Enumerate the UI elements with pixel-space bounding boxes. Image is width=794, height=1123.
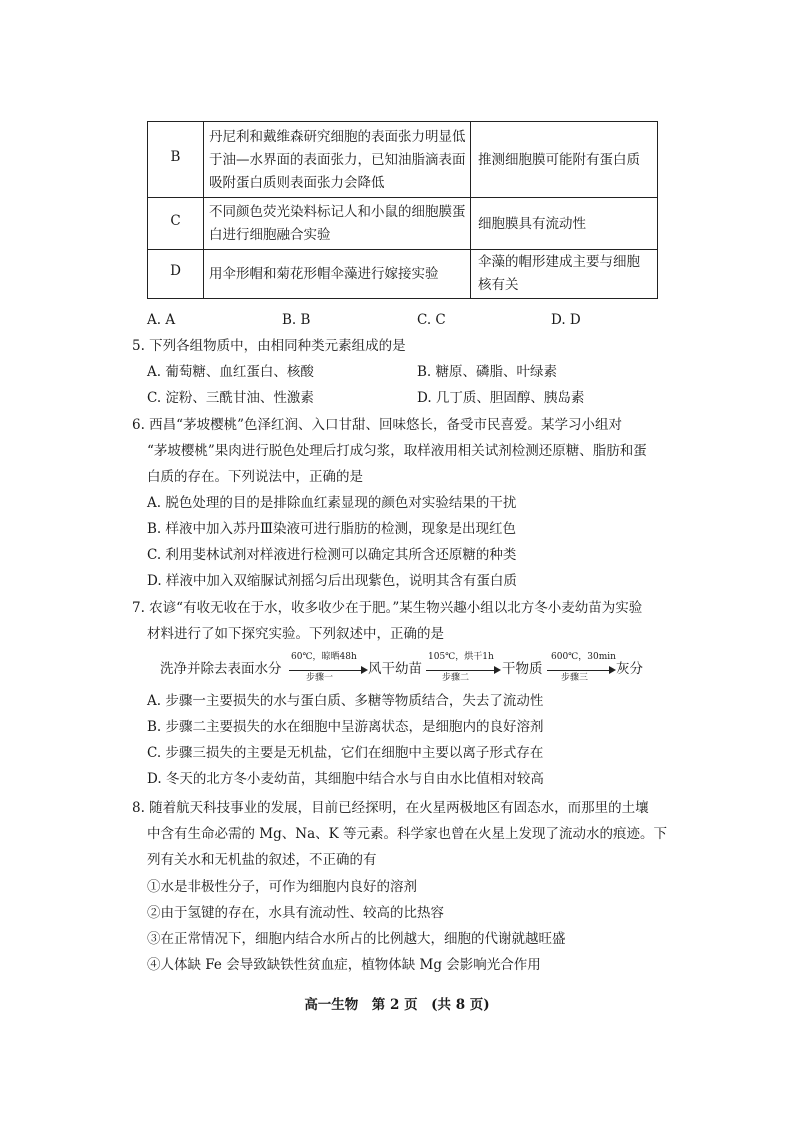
q8-stem: 列有关水和无机盐的叙述，不正确的有 [147, 852, 377, 868]
flow-mid1: 风干幼苗 [368, 661, 422, 677]
q4-option-b: B. B [282, 312, 311, 328]
page-footer: 高一生物 第 2 页 (共 8 页) [304, 997, 490, 1013]
q6-option-b: B. 样液中加入苏丹Ⅲ染液可进行脂肪的检测，现象是出现红色 [147, 521, 517, 537]
q6-option-c: C. 利用斐林试剂对样液进行检测可以确定其所含还原糖的种类 [147, 547, 517, 563]
arrow-right-icon [426, 670, 494, 671]
flow-step2-label: 步骤二 [442, 673, 470, 683]
q7-option-d: D. 冬天的北方冬小麦幼苗，其细胞中结合水与自由水比值相对较高 [147, 771, 544, 787]
q7-stem: 7. 农谚“有收无收在于水，收多收少在于肥。”某生物兴趣小组以北方冬小麦幼苗为实验 [132, 600, 643, 616]
q8-item-1: ①水是非极性分子，可作为细胞内良好的溶剂 [147, 879, 417, 895]
q4-option-c: C. C [417, 312, 446, 328]
q7-option-a: A. 步骤一主要损失的水与蛋白质、多糖等物质结合，失去了流动性 [147, 693, 544, 709]
arrow-right-icon [547, 670, 609, 671]
q8-item-3: ③在正常情况下，细胞内结合水所占的比例越大，细胞的代谢就越旺盛 [147, 931, 566, 947]
table-row [148, 198, 657, 250]
arrow-right-icon [289, 670, 361, 671]
flow-end: 灰分 [616, 661, 643, 677]
q7-option-c: C. 步骤三损失的主要是无机盐，它们在细胞中主要以离子形式存在 [147, 745, 544, 761]
flow-step1-label: 步骤一 [306, 673, 334, 683]
q6-stem: “茅坡樱桃”果肉进行脱色处理后打成匀浆，取样液用相关试剂检测还原糖、脂肪和蛋 [147, 443, 647, 459]
q4-option-a: A. A [147, 312, 176, 328]
table-row [148, 250, 657, 298]
flow-start: 洗净并除去表面水分 [160, 661, 282, 677]
q8-item-2: ②由于氢键的存在，水具有流动性、较高的比热容 [147, 905, 444, 921]
q4-option-d: D. D [551, 312, 581, 328]
experiment-flow [160, 650, 660, 686]
flow-step3-label: 步骤三 [561, 673, 589, 683]
arrow-head-icon [361, 666, 368, 674]
row-left-text: 丹尼利和戴维森研究细胞的表面张力明显低 于油—水界面的表面张力，已知油脂滴表面 吸附蛋白质则表面张力会降低 [209, 129, 466, 191]
flow-mid2: 干物质 [502, 661, 543, 677]
row-letter: B [170, 149, 181, 165]
row-right-text: 推测细胞膜可能附有蛋白质 [478, 152, 640, 168]
q5-option-d: D. 几丁质、胆固醇、胰岛素 [417, 390, 585, 406]
row-right-text: 伞藻的帽形建成主要与细胞 核有关 [478, 254, 640, 293]
flow-step3-condition: 600℃，30min [551, 652, 616, 662]
q5-stem: 5. 下列各组物质中，由相同种类元素组成的是 [132, 338, 406, 354]
q6-stem: 6. 西昌“茅坡樱桃”色泽红润、入口甘甜、回味悠长，备受市民喜爱。某学习小组对 [132, 417, 622, 433]
row-right-text: 细胞膜具有流动性 [478, 216, 586, 232]
q7-option-b: B. 步骤二主要损失的水在细胞中呈游离状态，是细胞内的良好溶剂 [147, 719, 544, 735]
q7-stem: 材料进行了如下探究实验。下列叙述中，正确的是 [147, 626, 444, 642]
flow-step2-condition: 105℃，烘干1h [428, 652, 494, 662]
arrow-head-icon [609, 666, 616, 674]
q5-option-b: B. 糖原、磷脂、叶绿素 [417, 364, 558, 380]
q6-stem: 白质的存在。下列说法中，正确的是 [147, 469, 363, 485]
q5-option-a: A. 葡萄糖、血红蛋白、核酸 [147, 364, 314, 380]
answer-table [147, 121, 658, 299]
table-row [148, 122, 657, 198]
q8-stem: 中含有生命必需的 Mg、Na、K 等元素。科学家也曾在火星上发现了流动水的痕迹。下 [147, 826, 667, 842]
q8-item-4: ④人体缺 Fe 会导致缺铁性贫血症，植物体缺 Mg 会影响光合作用 [147, 957, 541, 973]
row-left-text: 不同颜色荧光染料标记人和小鼠的细胞膜蛋 白进行细胞融合实验 [209, 204, 466, 243]
q6-option-a: A. 脱色处理的目的是排除血红素显现的颜色对实验结果的干扰 [147, 495, 517, 511]
row-letter: D [170, 263, 181, 279]
row-letter: C [170, 213, 181, 229]
row-left-text: 用伞形帽和菊花形帽伞藻进行嫁接实验 [209, 266, 439, 282]
arrow-head-icon [494, 666, 501, 674]
flow-step1-condition: 60℃，晾晒48h [291, 652, 357, 662]
q8-stem: 8. 随着航天科技事业的发展，目前已经探明，在火星两极地区有固态水，而那里的土壤 [132, 800, 649, 816]
q6-option-d: D. 样液中加入双缩脲试剂摇匀后出现紫色，说明其含有蛋白质 [147, 573, 517, 589]
q5-option-c: C. 淀粉、三酰甘油、性激素 [147, 390, 314, 406]
